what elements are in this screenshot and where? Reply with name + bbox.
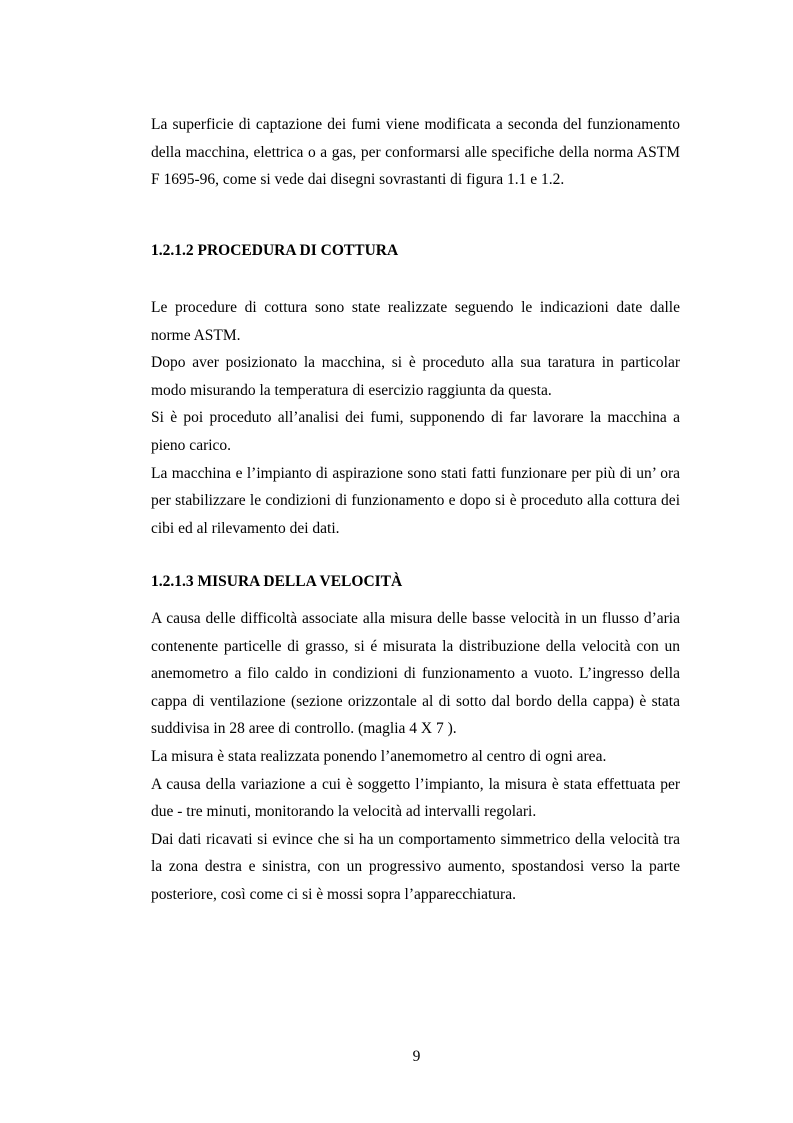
section-heading-cottura-wrapper xyxy=(151,241,680,261)
intro-section xyxy=(151,111,680,194)
page-number: 9 xyxy=(412,1048,421,1065)
intro-paragraph: La superficie di captazione dei fumi viene modificata a seconda del funzionamento della macchina, elettrica o a gas, per conformarsi alle specifiche della norma ASTM F 1695-96, come si vede dai disegni sovrastanti di figura 1.1 e 1.2. xyxy=(151,116,680,189)
section-heading-velocita: 1.2.1.3 MISURA DELLA VELOCITÀ xyxy=(151,573,403,590)
section-velocita-body xyxy=(151,605,680,909)
section-heading-velocita-wrapper xyxy=(151,572,680,592)
velocita-paragraph-4: Dai dati ricavati si evince che si ha un comportamento simmetrico della velocità tra la zona destra e sinistra, con un progressivo aumento, spostandosi verso la parte posteriore, così come ci si è mossi sopra l’apparecchiatura. xyxy=(151,830,680,903)
velocita-paragraph-3: A causa della variazione a cui è soggetto l’impianto, la misura è stata effettuata per due - tre minuti, monitorando la velocità ad intervalli regolari. xyxy=(151,775,680,821)
cottura-paragraph-3: Si è poi proceduto all’analisi dei fumi, supponendo di far lavorare la macchina a pieno carico. xyxy=(151,409,680,454)
velocita-paragraph-1: A causa delle difficoltà associate alla misura delle basse velocità in un flusso d’aria contenente particelle di grasso, si é misurata la distribuzione della velocità con un anemometro a filo caldo in condizioni di funzionamento a vuoto. L’ingresso della cappa di ventilazione (sezione orizzontale al di sotto dal bordo della cappa) è stata suddivisa in 28 aree di controllo. (maglia 4 X 7 ). xyxy=(151,610,680,738)
cottura-paragraph-1: Le procedure di cottura sono state realizzate seguendo le indicazioni date dalle norme ASTM. xyxy=(151,299,680,344)
velocita-paragraph-2: La misura è stata realizzata ponendo l’anemometro al centro di ogni area. xyxy=(151,747,607,765)
section-heading-cottura: 1.2.1.2 PROCEDURA DI COTTURA xyxy=(151,242,399,259)
section-cottura-body xyxy=(151,294,680,542)
cottura-paragraph-4: La macchina e l’impianto di aspirazione sono stati fatti funzionare per più di un’ ora per stabilizzare le condizioni di funzionamento e dopo si è proceduto alla cottura dei cibi ed al rilevamento dei dati. xyxy=(151,464,680,537)
cottura-paragraph-2: Dopo aver posizionato la macchina, si è proceduto alla sua taratura in particolar modo misurando la temperatura di esercizio raggiunta da questa. xyxy=(151,354,680,399)
